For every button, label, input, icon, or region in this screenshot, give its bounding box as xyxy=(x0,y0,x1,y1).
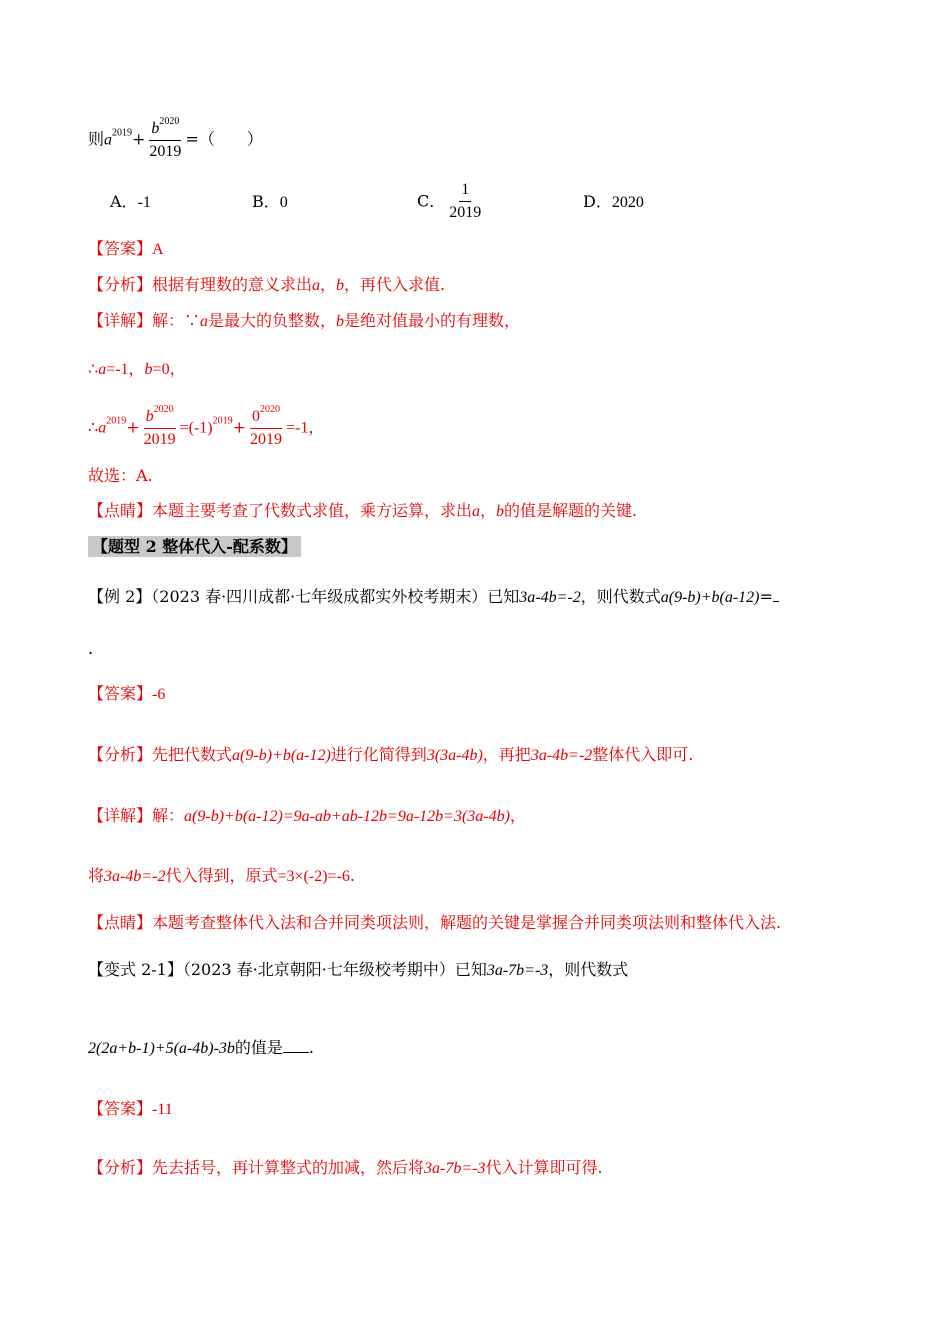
choose-1 xyxy=(88,465,153,487)
fraction xyxy=(447,180,483,223)
var-b: b xyxy=(145,408,154,425)
detail-2 xyxy=(88,805,526,828)
exp: 2019 xyxy=(112,127,133,139)
var-a: a xyxy=(104,131,113,149)
therefore-1 xyxy=(88,358,186,381)
var-a: a xyxy=(98,419,107,437)
tag: 【点睛】 xyxy=(88,501,153,520)
tag: 【详解】 xyxy=(88,311,153,330)
text: 本题考查整体代入法和合并同类项法则，解题的关键是掌握合并同类项法则和整体代入法. xyxy=(152,913,782,932)
text: 是绝对值最小的有理数， xyxy=(344,311,521,330)
option-c[interactable] xyxy=(417,180,485,223)
option-value: 2020 xyxy=(611,194,644,211)
option-d[interactable] xyxy=(583,191,644,214)
text: . xyxy=(308,1038,314,1057)
var-a: a xyxy=(200,313,209,330)
text: 先去括号，再计算整式的加减，然后将 xyxy=(152,1158,425,1177)
text: 将 xyxy=(88,866,105,885)
therefore-2 xyxy=(88,406,324,450)
text: 代入计算即可得. xyxy=(485,1158,603,1177)
answer-text: -6 xyxy=(152,686,166,703)
text: =-1， xyxy=(286,419,325,437)
therefore-symbol: ∴ xyxy=(88,359,99,378)
denominator: 2019 xyxy=(250,431,283,448)
text: 故选：A. xyxy=(88,466,153,485)
text: 本题主要考查了代数式求值，乘方运算，求出 xyxy=(152,501,473,520)
option-value: 0 xyxy=(279,194,288,211)
exp: 2020 xyxy=(260,404,281,415)
answer-blank[interactable] xyxy=(283,1038,309,1053)
substitution-2 xyxy=(88,865,355,888)
tag: 【分析】 xyxy=(88,275,153,294)
text: . xyxy=(349,866,355,885)
op: + xyxy=(126,417,140,437)
text: 代入得到，原式 xyxy=(165,866,278,885)
analysis-2 xyxy=(88,744,693,767)
text: ，再把 xyxy=(482,745,531,764)
math: 3a-4b=-2 xyxy=(530,747,593,764)
analysis-3 xyxy=(88,1157,603,1180)
tag: 【分析】 xyxy=(88,745,153,764)
math: a(9-b)+b(a-12) xyxy=(660,589,760,606)
text: =-1， xyxy=(106,361,145,378)
exp: 2019 xyxy=(106,415,127,427)
source: （2023 春·四川成都·七年级成都实外校考期末）已知 xyxy=(151,587,520,606)
note-1 xyxy=(88,500,637,523)
eq: = xyxy=(759,587,773,606)
tag: 【例 2】 xyxy=(88,587,152,606)
var-b: b xyxy=(336,313,345,330)
note-2 xyxy=(88,912,781,934)
denominator: 2019 xyxy=(449,204,482,221)
option-label: A． xyxy=(110,192,138,211)
source: （2023 春·北京朝阳·七年级校考期中）已知 xyxy=(182,960,487,979)
math: 3a-7b=-3 xyxy=(486,962,549,979)
text: ， xyxy=(320,275,337,294)
var-b: b xyxy=(496,503,505,520)
option-a[interactable] xyxy=(110,191,151,214)
text: . xyxy=(88,639,94,658)
math: a(9-b)+b(a-12)=9a-ab+ab-12b=9a-12b=3(3a-4b) xyxy=(184,808,510,825)
option-label: D． xyxy=(583,192,612,211)
var-a: a xyxy=(472,503,481,520)
question-stem xyxy=(88,118,263,162)
tag: 【答案】 xyxy=(88,1099,153,1118)
text: =(-1) xyxy=(179,419,213,437)
option-label: B． xyxy=(252,192,280,211)
tag: 【分析】 xyxy=(88,1158,153,1177)
tag: 【详解】 xyxy=(88,806,153,825)
fraction xyxy=(248,406,284,450)
zero: 0 xyxy=(252,408,261,425)
exp: 2020 xyxy=(153,404,174,415)
detail-1 xyxy=(88,310,520,333)
option-b[interactable] xyxy=(252,191,288,214)
var-a: a xyxy=(98,361,107,378)
exp: 2019 xyxy=(212,415,233,427)
tag: 【变式 2-1】 xyxy=(88,960,183,979)
variant-expression xyxy=(88,1037,314,1060)
tag: 【答案】 xyxy=(88,239,153,258)
options-row xyxy=(0,180,950,224)
eq-blank: =（ ） xyxy=(185,129,263,149)
text: =0， xyxy=(152,361,186,378)
text: ， xyxy=(480,501,497,520)
section-heading xyxy=(88,536,301,558)
text: 是最大的负整数， xyxy=(208,311,337,330)
answer-text: A xyxy=(152,241,164,258)
answer-2 xyxy=(88,683,165,706)
math: 2(2a+b-1)+5(a-4b)-3b xyxy=(88,1040,235,1057)
exp: 2020 xyxy=(159,116,180,127)
option-value: -1 xyxy=(137,194,151,211)
text: 进行化简得到 xyxy=(330,745,427,764)
example-2-end xyxy=(88,638,93,660)
text: ， xyxy=(509,806,526,825)
fraction xyxy=(142,406,178,450)
math: 3a-7b=-3 xyxy=(424,1160,486,1177)
text: ，则代数式 xyxy=(548,960,629,979)
text: 的值是解题的关键. xyxy=(504,501,638,520)
text: ，再代入求值. xyxy=(344,275,446,294)
example-2 xyxy=(88,586,779,609)
math: 3a-4b=-2 xyxy=(104,868,166,885)
text: 先把代数式 xyxy=(152,745,233,764)
var-b: b xyxy=(336,277,345,294)
op: + xyxy=(232,417,247,437)
answer-text: -11 xyxy=(152,1101,173,1118)
answer-1 xyxy=(88,238,164,261)
numerator: 1 xyxy=(459,180,471,202)
analysis-1 xyxy=(88,274,445,297)
text: 解：∵ xyxy=(152,311,201,330)
text: 的值是 xyxy=(234,1038,283,1057)
math: =3×(-2)=-6 xyxy=(277,868,350,885)
text: 根据有理数的意义求出 xyxy=(152,275,313,294)
var-b: b xyxy=(144,361,153,378)
tag: 【点睛】 xyxy=(88,913,153,932)
variant-2-1 xyxy=(88,959,628,982)
section-title: 【题型 2 整体代入-配系数】 xyxy=(88,536,301,557)
therefore-symbol: ∴ xyxy=(88,417,99,437)
denominator: 2019 xyxy=(143,431,176,448)
op: + xyxy=(132,129,146,149)
denominator: 2019 xyxy=(149,143,182,160)
stem-prefix: 则 xyxy=(88,129,105,149)
option-label: C． xyxy=(417,191,446,211)
fraction xyxy=(147,118,183,162)
math: 3a-4b=-2 xyxy=(519,589,581,606)
text: 解： xyxy=(152,806,185,825)
var-b: b xyxy=(151,120,160,137)
math: 3(3a-4b) xyxy=(426,747,483,764)
math: a(9-b)+b(a-12) xyxy=(232,747,331,764)
text: 整体代入即可. xyxy=(592,745,694,764)
tag: 【答案】 xyxy=(88,684,153,703)
var-a: a xyxy=(312,277,321,294)
text: ，则代数式 xyxy=(580,587,661,606)
answer-3 xyxy=(88,1098,173,1121)
answer-blank[interactable] xyxy=(773,589,779,602)
